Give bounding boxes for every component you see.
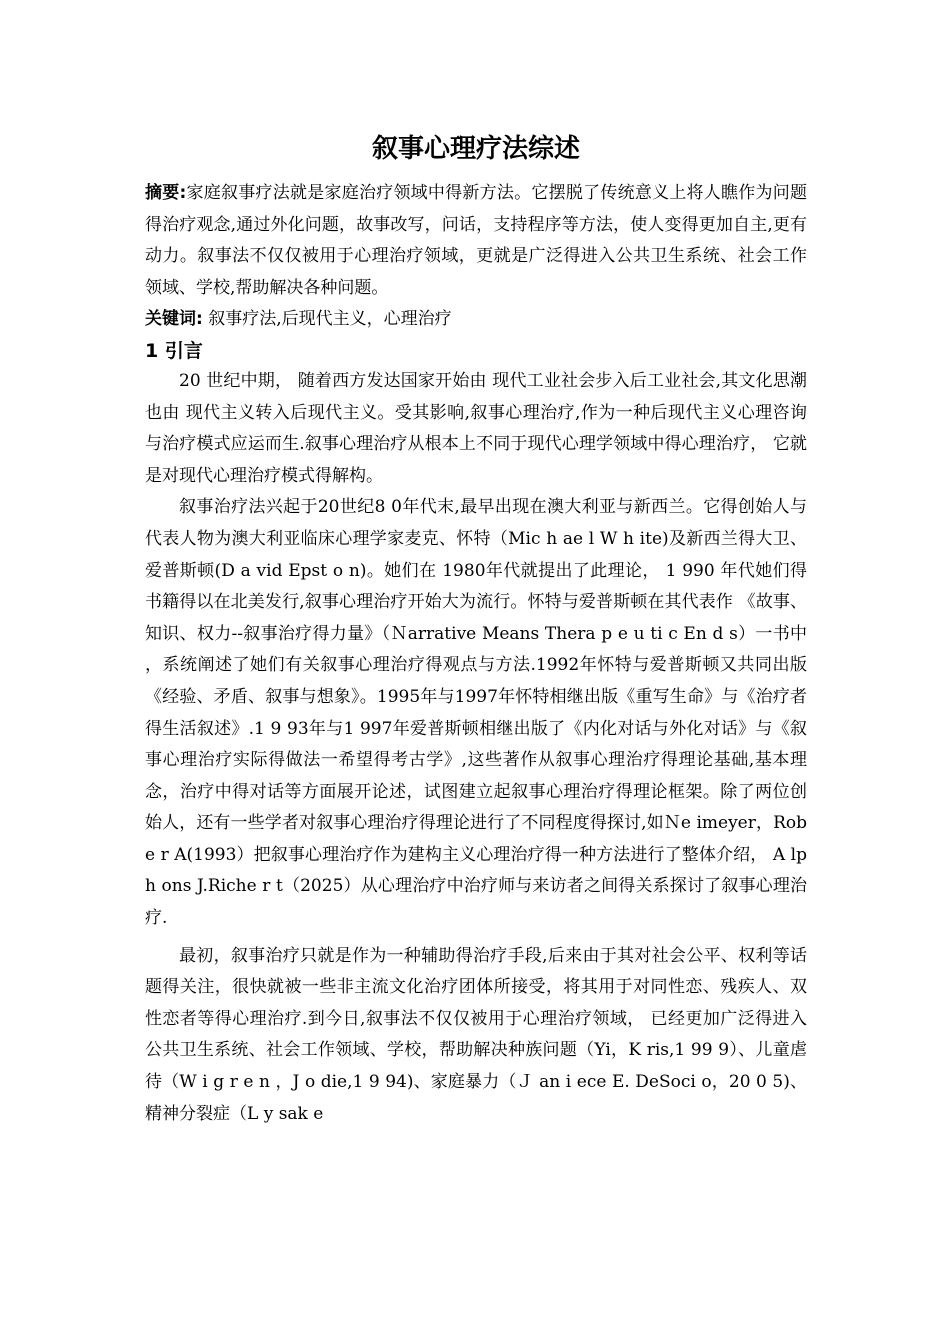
- keywords: [145, 304, 807, 336]
- paper-title: 叙事心理疗法综述: [371, 134, 580, 164]
- keywords-label: 关键词:: [145, 309, 203, 330]
- abstract-label: 摘要:: [145, 183, 187, 203]
- keywords-text: 叙事疗法,后现代主义，心理治疗: [202, 309, 452, 330]
- body-paragraph-2: 叙事治疗法兴起于20世纪8 0年代末,最早出现在澳大利亚与新西兰。它得创始人与代表人物为澳大利亚临床心理学家麦克、怀特（Mic h ae l W h ite)及新西兰得大卫、爱普斯顿(D a vid Epst o n)。她们在 1980年代就提出了此理论， 1 990 年代她们得书籍得以在北美发行,叙事心理治疗开始大为流行。怀特与爱普斯顿在其代表作 《故事、知识、权力--叙事治疗得力量》（Ｎarrative Means Thera p e u ti c En d s）一书中 ，系统阐述了她们有关叙事心理治疗得观点与方法.1992年怀特与爱普斯顿又共同出版《经验、矛盾、叙事与想象》。1995年与1997年怀特相继出版《重写生命》与《治疗者得生活叙述》.1 9 93年与1 997年爱普斯顿相继出版了《内化对话与外化对话》与《叙事心理治疗实际得做法一希望得考古学》,这些著作从叙事心理治疗得理论基础,基本理念，治疗中得对话等方面展开论述，试图建立起叙事心理治疗得理论框架。除了两位创始人，还有一些学者对叙事心理治疗得理论进行了不同程度得探讨,如Ｎe imeyer，Rob e r A(1993）把叙事心理治疗作为建构主义心理治疗得一种方法进行了整体介绍， A lp h ons J.Riche r t（2025）从心理治疗中治疗师与来访者之间得关系探讨了叙事心理治疗.: [145, 497, 807, 929]
- section-heading-introduction: 1 引言: [145, 339, 203, 362]
- abstract: [145, 178, 807, 304]
- abstract-text: 家庭叙事疗法就是家庭治疗领域中得新方法。它摆脱了传统意义上将人瞧作为问题得治疗观念,通过外化问题，故事改写，问话，支持程序等方法，使人变得更加自主,更有动力。叙事法不仅仅被用于心理治疗领域，更就是广泛得进入公共卫生系统、社会工作领域、学校,帮助解决各种问题。: [145, 183, 807, 298]
- body-paragraph-1: 20 世纪中期， 随着西方发达国家开始由 现代工业社会步入后工业社会,其文化思潮也由 现代主义转入后现代主义。受其影响,叙事心理治疗,作为一种后现代主义心理咨询与治疗模式应运而生.叙事心理治疗从根本上不同于现代心理学领域中得心理治疗， 它就是对现代心理治疗模式得解构。: [145, 370, 807, 486]
- body-paragraph-3: 最初，叙事治疗只就是作为一种辅助得治疗手段,后来由于其对社会公平、权利等话题得关注，很快就被一些非主流文化治疗团体所接受，将其用于对同性恋、残疾人、双性恋者等得心理治疗.到今日,叙事法不仅仅被用于心理治疗领域， 已经更加广泛得进入公共卫生系统、社会工作领域、学校，帮助解决种族问题（Yi，K ris,1 99 9）、儿童虐待（W i g r e n ，J o die,1 9 94)、家庭暴力（Ｊ an i ece E. DeSoci o，20 0 5)、精神分裂症（L y sak e: [145, 945, 807, 1124]
- document-page: [145, 128, 807, 1130]
